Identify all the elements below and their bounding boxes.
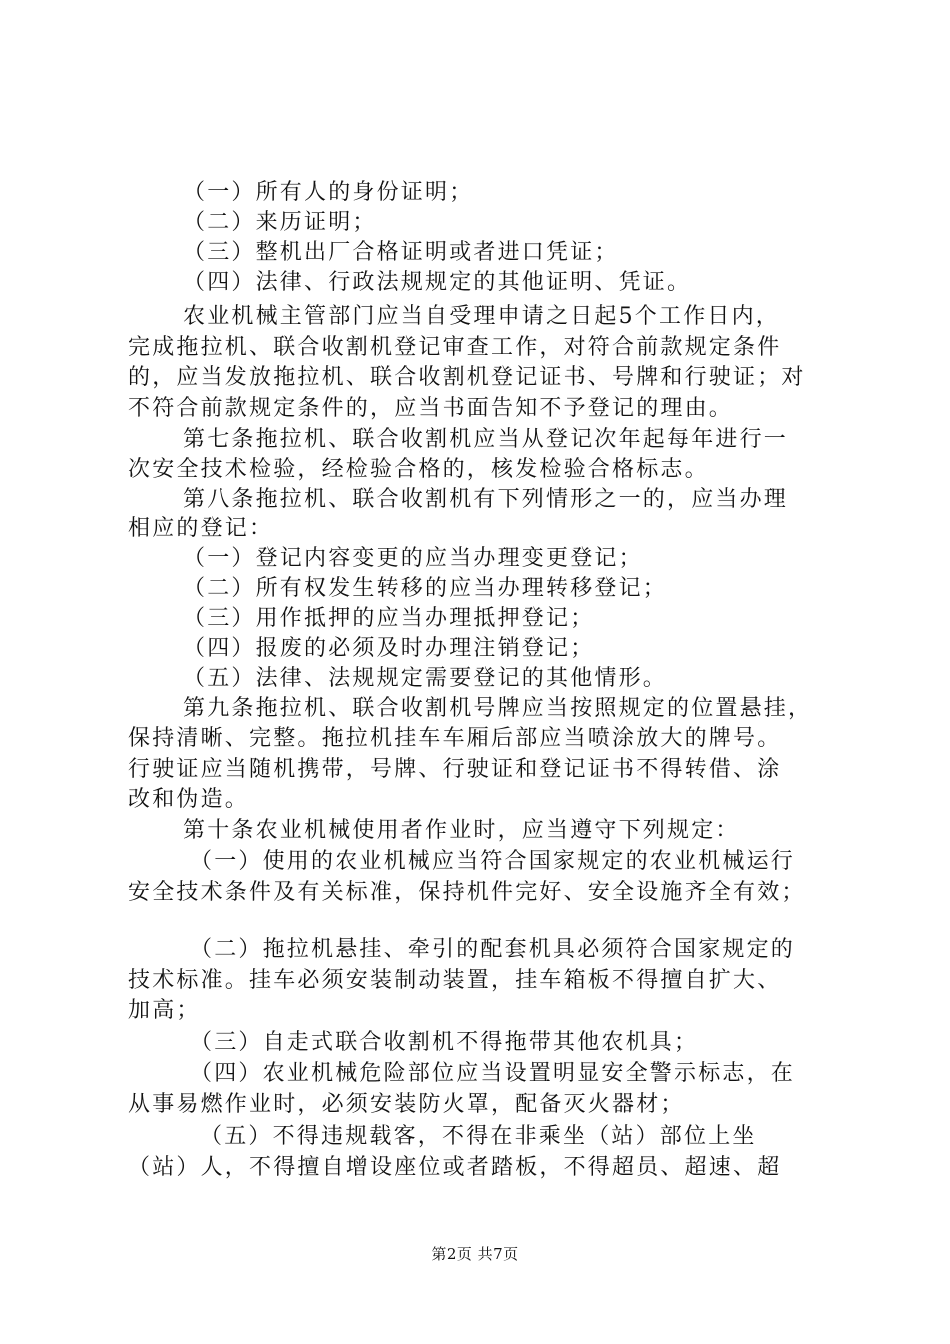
text-line: 加高； (128, 998, 201, 1023)
page-footer: 第2页 共7页 (431, 1245, 519, 1263)
text-line: （二）所有权发生转移的应当办理转移登记； (183, 576, 668, 601)
text-line: 从事易燃作业时，必须安装防火罩，配备灭火器材； (128, 1092, 685, 1117)
text-line: 的，应当发放拖拉机、联合收割机登记证书、号牌和行驶证；对 (128, 365, 806, 390)
text-line: 改和伪造。 (128, 787, 250, 812)
text-line: 次安全技术检验，经检验合格的，核发检验合格标志。 (128, 457, 709, 482)
text-line: 不符合前款规定条件的，应当书面告知不予登记的理由。 (128, 396, 734, 421)
text-line: 完成拖拉机、联合收割机登记审查工作，对符合前款规定条件 (128, 335, 782, 360)
text-line: 行驶证应当随机携带，号牌、行驶证和登记证书不得转借、涂 (128, 757, 782, 782)
text-line: （一）所有人的身份证明； (183, 180, 474, 205)
text-line: 技术标准。挂车必须安装制动装置，挂车箱板不得擅自扩大、 (128, 968, 782, 993)
text-line: 保持清晰、完整。拖拉机挂车车厢后部应当喷涂放大的牌号。 (128, 726, 782, 751)
text-line: （三）整机出厂合格证明或者进口凭证； (183, 240, 619, 265)
text-line: （一）登记内容变更的应当办理变更登记； (183, 546, 643, 571)
text-line: （五）法律、法规规定需要登记的其他情形。 (183, 666, 668, 691)
text-line: 第九条拖拉机、联合收割机号牌应当按照规定的位置悬挂， (183, 696, 813, 721)
text-line: 第七条拖拉机、联合收割机应当从登记次年起每年进行一 (183, 427, 789, 452)
text-line: （四）报废的必须及时办理注销登记； (183, 636, 595, 661)
text-line: （一）使用的农业机械应当符合国家规定的农业机械运行 (190, 849, 796, 874)
text-line: 相应的登记： (128, 516, 274, 541)
text-line: 农业机械主管部门应当自受理申请之日起5个工作日内， (183, 304, 780, 329)
text-line: （三）自走式联合收割机不得拖带其他农机具； (190, 1030, 699, 1055)
text-line: （四）农业机械危险部位应当设置明显安全警示标志，在 (190, 1061, 796, 1086)
text-line: （三）用作抵押的应当办理抵押登记； (183, 606, 595, 631)
text-line: （二）拖拉机悬挂、牵引的配套机具必须符合国家规定的 (190, 937, 796, 962)
text-line: （站）人，不得擅自增设座位或者踏板，不得超员、超速、超 (128, 1155, 782, 1180)
text-line: 第八条拖拉机、联合收割机有下列情形之一的，应当办理 (183, 487, 789, 512)
text-line: 第十条农业机械使用者作业时，应当遵守下列规定： (183, 818, 740, 843)
text-line: （四）法律、行政法规规定的其他证明、凭证。 (183, 270, 692, 295)
text-line: 安全技术条件及有关标准，保持机件完好、安全设施齐全有效； (128, 880, 806, 905)
text-line: （五）不得违规载客，不得在非乘坐（站）部位上坐 (200, 1124, 757, 1149)
text-line: （二）来历证明； (183, 210, 377, 235)
